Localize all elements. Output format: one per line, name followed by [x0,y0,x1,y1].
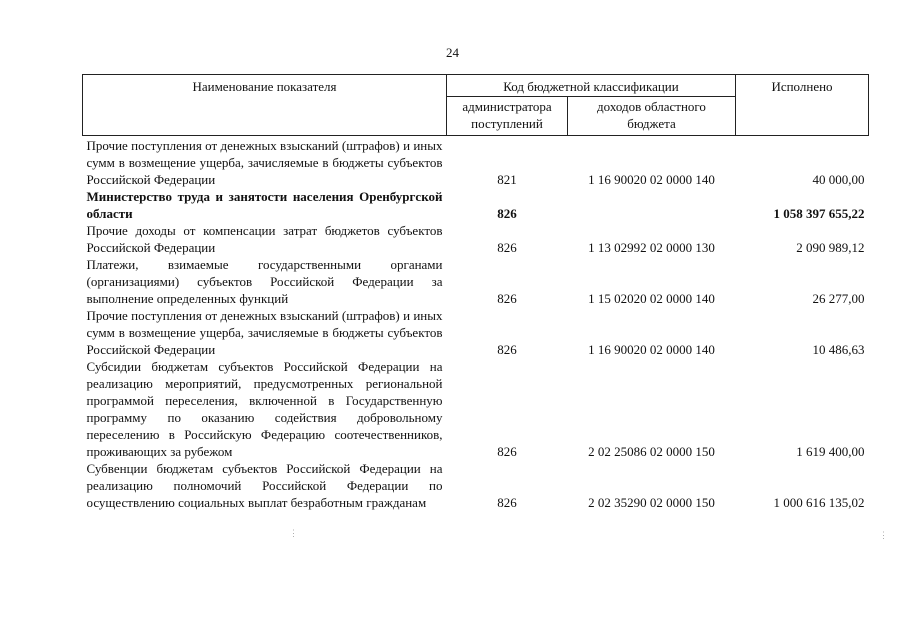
row-income-code: 1 16 90020 02 0000 140 [588,172,715,187]
table-row [83,358,869,460]
table-header [83,75,869,136]
row-admin-code: 826 [497,206,517,221]
row-income-code: 2 02 25086 02 0000 150 [588,444,715,459]
table-row [83,307,869,358]
row-income-code: 2 02 35290 02 0000 150 [588,495,715,510]
row-admin-code: 826 [497,342,517,357]
row-admin-code: 826 [497,291,517,306]
row-executed-sum: 10 486,63 [812,342,865,357]
header-executed: Исполнено [736,75,869,136]
row-income-code: 1 13 02992 02 0000 130 [588,240,715,255]
row-name: Министерство труда и занятости населения Оренбургской области [86,189,443,221]
page-number: 24 [446,45,459,60]
scan-mark: ⋮ [289,528,298,538]
row-income-code: 1 15 02020 02 0000 140 [588,291,715,306]
table-row [83,188,869,222]
budget-table [82,74,869,511]
row-executed-sum: 2 090 989,12 [796,240,865,255]
row-name: Прочие поступления от денежных взысканий (штрафов) и иных сумм в возмещение ущерба, зачисляемые в бюджеты субъектов Российской Федерации [86,138,443,187]
header-admin-code: администратора поступлений [447,97,568,136]
table-row [83,222,869,256]
row-name: Прочие поступления от денежных взысканий (штрафов) и иных сумм в возмещение ущерба, зачисляемые в бюджеты субъектов Российской Федерации [86,308,443,357]
row-admin-code: 821 [497,172,517,187]
table-body [83,136,869,512]
table-row [83,460,869,511]
row-executed-sum: 1 058 397 655,22 [773,206,865,221]
row-admin-code: 826 [497,240,517,255]
header-income-code: доходов областного бюджета [568,97,736,136]
row-name: Платежи, взимаемые государственными органами (организациями) субъектов Российской Федерации за выполнение определенных функций [86,257,443,306]
row-executed-sum: 40 000,00 [812,172,865,187]
row-income-code [568,188,736,222]
header-budget-code: Код бюджетной классификации [447,75,736,97]
row-income-code: 1 16 90020 02 0000 140 [588,342,715,357]
row-executed-sum: 26 277,00 [812,291,865,306]
row-executed-sum: 1 000 616 135,02 [773,495,865,510]
row-executed-sum: 1 619 400,00 [796,444,865,459]
header-indicator-name: Наименование показателя [83,75,447,136]
scan-mark: ⋮ [879,530,888,540]
row-name: Прочие доходы от компенсации затрат бюджетов субъектов Российской Федерации [86,223,443,255]
table-row [83,256,869,307]
row-name: Субсидии бюджетам субъектов Российской Федерации на реализацию мероприятий, предусмотренных региональной программой переселения, включенной в Государственную программу по оказанию содействия добровольному переселению в Российскую Федерацию соотечественников, проживающих за рубежом [86,359,443,459]
table-row [83,136,869,189]
row-admin-code: 826 [497,444,517,459]
row-name: Субвенции бюджетам субъектов Российской Федерации на реализацию полномочий Российской Федерации по осуществлению социальных выплат безработным гражданам [86,461,443,510]
row-admin-code: 826 [497,495,517,510]
